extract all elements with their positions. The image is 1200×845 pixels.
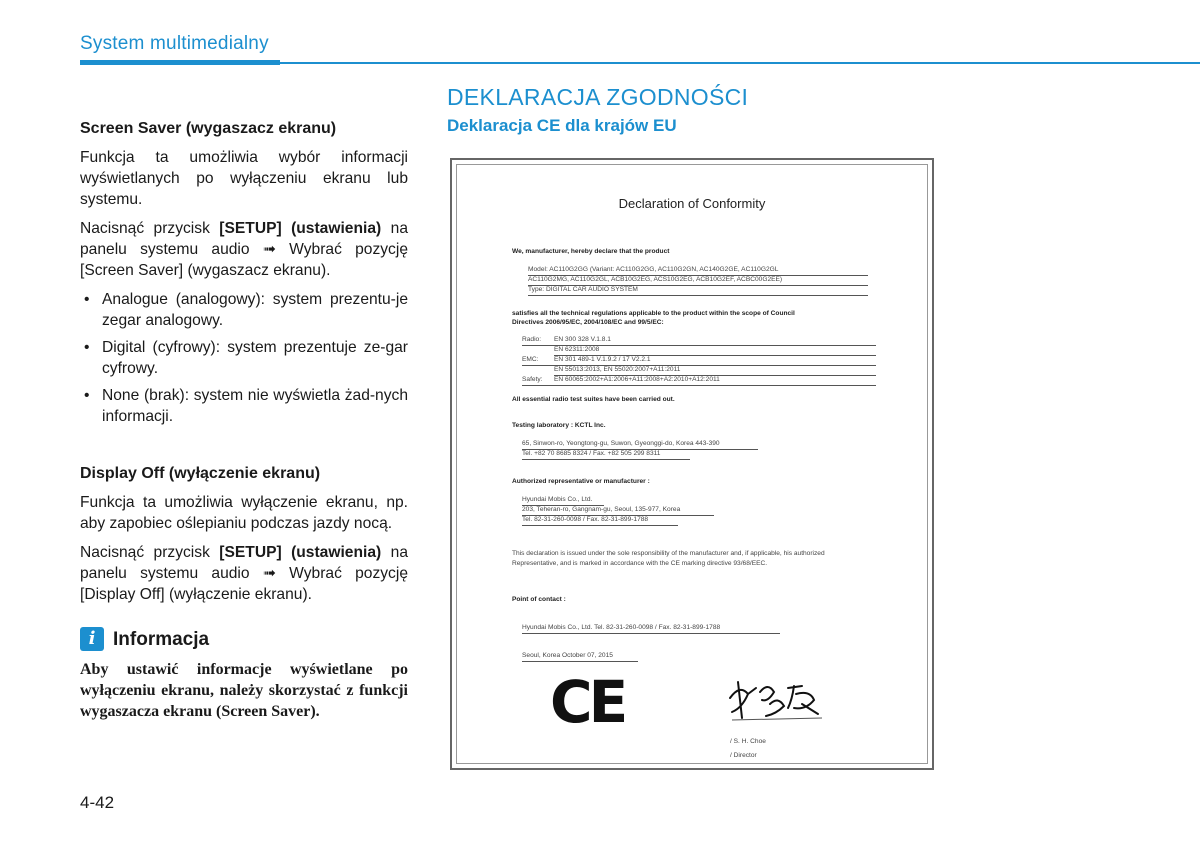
info-box-header bbox=[80, 627, 408, 651]
list-item bbox=[80, 385, 408, 427]
bullet-icon: • bbox=[84, 387, 90, 404]
bullet-icon: • bbox=[84, 291, 90, 308]
header-title: System multimedialny bbox=[80, 33, 269, 54]
page-number: 4-42 bbox=[80, 793, 115, 812]
rep-name: Hyundai Mobis Co., Ltd. bbox=[522, 496, 593, 503]
standard-item: EN 62311:2008 bbox=[554, 346, 600, 353]
safety-label: Safety: bbox=[522, 376, 543, 383]
display-off-desc: Funkcja ta umożliwia wyłączenie ekranu, np. aby zapobiec oślepianiu podczas jazdy nocą. bbox=[80, 494, 408, 532]
signature-image bbox=[722, 674, 832, 724]
ce-mark: CE bbox=[550, 668, 625, 736]
instruction-post: na panelu systemu audio ➟ Wybrać pozycję [Display Off] (wyłączenie ekranu). bbox=[80, 544, 408, 603]
contact-line: Hyundai Mobis Co., Ltd. Tel. 82-31-260-0098 / Fax. 82-31-899-1788 bbox=[522, 624, 721, 631]
model-line: AC110G2MG, AC110G2GL, ACB10G2EG, ACS10G2EG, ACB10G2EF, ACBC00G2EE) bbox=[528, 276, 783, 283]
lab-address: 65, Sinwon-ro, Yeongtong-gu, Suwon, Gyeonggi-do, Korea 443-390 bbox=[522, 440, 720, 447]
option-text: Digital (cyfrowy): system prezentuje ze-gar cyfrowy. bbox=[102, 339, 408, 377]
declaration-image bbox=[450, 158, 934, 770]
underline bbox=[522, 633, 780, 634]
screen-saver-options bbox=[80, 289, 408, 427]
place-date: Seoul, Korea October 07, 2015 bbox=[522, 652, 613, 659]
rep-phone: Tel. 82-31-260-0098 / Fax. 82-31-899-1788 bbox=[522, 516, 649, 523]
standard-item: EN 55013:2013, EN 55020:2007+A11:2011 bbox=[554, 366, 681, 373]
option-text: None (brak): system nie wyświetla żad-nych informacji. bbox=[102, 387, 408, 425]
manufacturer-intro: We, manufacturer, hereby declare that the product bbox=[512, 248, 670, 255]
list-item bbox=[80, 337, 408, 379]
declaration-title: Declaration of Conformity bbox=[618, 196, 766, 211]
option-text: Analogue (analogowy): system prezentu-je zegar analogowy. bbox=[102, 291, 408, 329]
lab-heading: Testing laboratory : KCTL Inc. bbox=[512, 422, 606, 429]
setup-key: [SETUP] (ustawienia) bbox=[219, 220, 382, 237]
radio-tests-text: All essential radio test suites have been carried out. bbox=[512, 396, 675, 403]
list-item bbox=[80, 289, 408, 331]
statement-text: This declaration is issued under the sole responsibility of the manufacturer and, if applicable, his authorized bbox=[512, 550, 825, 557]
declaration-document bbox=[452, 160, 932, 768]
standard-item: EN 60065:2002+A1:2006+A11:2008+A2:2010+A12:2011 bbox=[554, 376, 720, 383]
model-line: Model: AC110G2GG (Variant: AC110G2GG, AC110G2GN, AC140G2GE, AC110G2GL bbox=[528, 266, 779, 273]
header-rule-accent bbox=[80, 60, 280, 65]
instruction-post: na panelu systemu audio ➟ Wybrać pozycję [Screen Saver] (wygaszacz ekranu). bbox=[80, 220, 408, 279]
lab-phone: Tel. +82 70 8685 8324 / Fax. +82 505 299 8311 bbox=[522, 450, 661, 457]
left-column bbox=[80, 118, 408, 730]
instruction-pre: Nacisnąć przycisk bbox=[80, 544, 210, 561]
setup-key: [SETUP] (ustawienia) bbox=[219, 544, 382, 561]
rep-address: 203, Teheran-ro, Gangnam-gu, Seoul, 135-977, Korea bbox=[522, 506, 681, 513]
screen-saver-desc: Funkcja ta umożliwia wybór informacji wyświetlanych po wyłączeniu ekranu lub systemu. bbox=[80, 149, 408, 208]
section-title: DEKLARACJA ZGODNOŚCI bbox=[447, 84, 749, 110]
display-off-heading: Display Off (wyłączenie ekranu) bbox=[80, 465, 321, 482]
statement-text: Representative, and is marked in accordance with the CE marking directive 93/68/EEC. bbox=[512, 560, 768, 567]
radio-label: Radio: bbox=[522, 336, 542, 343]
underline bbox=[522, 525, 678, 526]
underline bbox=[522, 459, 690, 460]
bullet-icon: • bbox=[84, 339, 90, 356]
info-title: Informacja bbox=[113, 628, 210, 650]
satisfies-text: satisfies all the technical regulations applicable to the product within the scope of Council bbox=[512, 310, 795, 317]
display-off-instruction bbox=[80, 542, 408, 605]
section-subtitle: Deklaracja CE dla krajów EU bbox=[447, 116, 677, 135]
signer-title: / Director bbox=[730, 752, 757, 759]
info-text: Aby ustawić informacje wyświetlane po wyłączeniu ekranu, należy skorzystać z funkcji wygaszacza ekranu (Screen Saver). bbox=[80, 661, 408, 720]
contact-heading: Point of contact : bbox=[512, 596, 566, 603]
instruction-pre: Nacisnąć przycisk bbox=[80, 220, 210, 237]
screen-saver-heading: Screen Saver (wygaszacz ekranu) bbox=[80, 120, 337, 137]
emc-label: EMC: bbox=[522, 356, 539, 363]
underline bbox=[522, 385, 876, 386]
standard-item: EN 300 328 V.1.8.1 bbox=[554, 336, 611, 343]
underline bbox=[528, 295, 868, 296]
underline bbox=[522, 661, 638, 662]
rep-heading: Authorized representative or manufacturer : bbox=[512, 478, 650, 485]
satisfies-text: Directives 2006/95/EC, 2004/108/EC and 99/5/EC: bbox=[512, 319, 664, 326]
signer-name: / S. H. Choe bbox=[730, 738, 766, 745]
type-line: Type: DIGITAL CAR AUDIO SYSTEM bbox=[528, 286, 638, 293]
screen-saver-instruction bbox=[80, 218, 408, 281]
standard-item: EN 301 489-1 V.1.9.2 / 17 V2.2.1 bbox=[554, 356, 651, 363]
info-icon: i bbox=[80, 627, 104, 651]
